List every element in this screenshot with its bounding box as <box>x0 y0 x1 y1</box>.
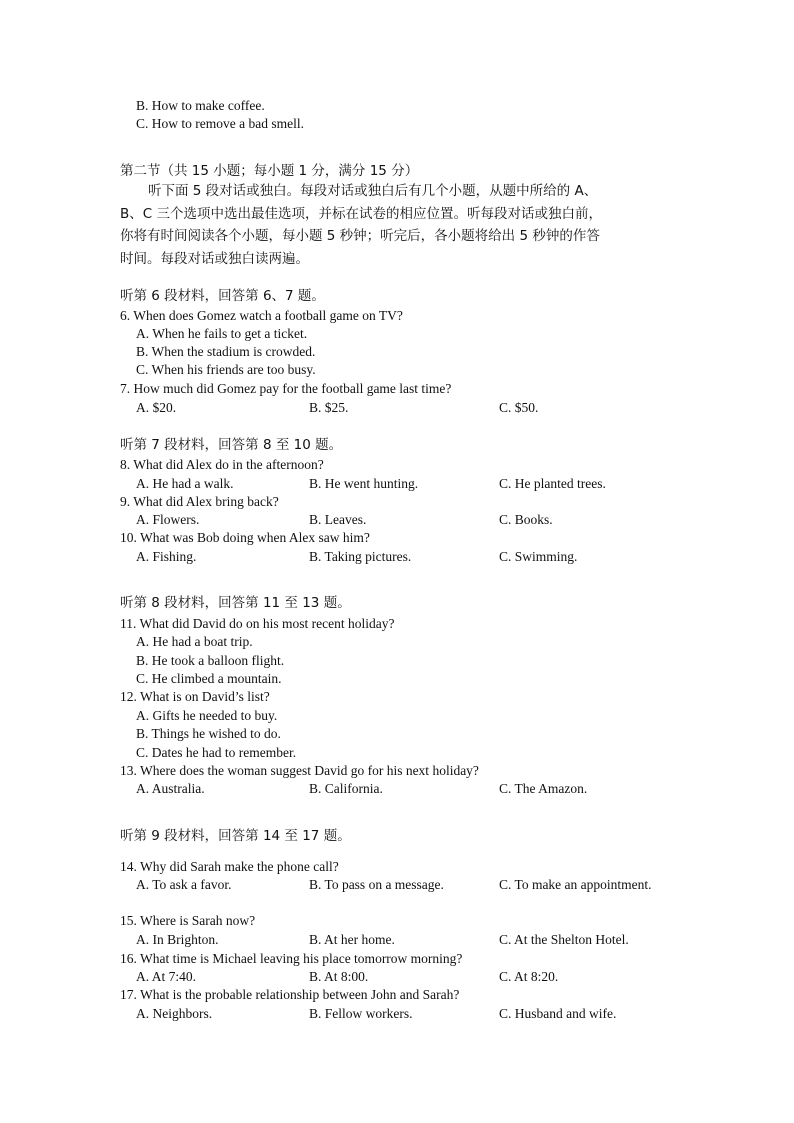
question: 12. What is on David’s list? <box>120 689 270 704</box>
option-a: A. He had a walk. <box>136 476 234 491</box>
option-a: A. Australia. <box>136 781 205 796</box>
option-a: A. He had a boat trip. <box>136 634 253 649</box>
option-c: C. He planted trees. <box>499 476 606 491</box>
instruction-line: 你将有时间阅读各个小题，每小题 5 秒钟；听完后，各小题将给出 5 秒钟的作答 <box>120 228 600 244</box>
option-c: C. He climbed a mountain. <box>136 671 282 686</box>
option-c: C. When his friends are too busy. <box>136 362 316 377</box>
option-b: B. How to make coffee. <box>136 98 265 113</box>
option-b: B. Taking pictures. <box>309 549 412 564</box>
option-b: B. California. <box>309 781 383 796</box>
instruction-line: 时间。每段对话或独白读两遍。 <box>120 250 309 267</box>
option-b: B. Things he wished to do. <box>136 726 281 741</box>
material-header: 听第 9 段材料，回答第 14 至 17 题。 <box>120 828 351 844</box>
option-c: C. The Amazon. <box>499 781 588 796</box>
option-b: B. To pass on a message. <box>309 877 444 892</box>
option-b: B. When the stadium is crowded. <box>136 344 316 359</box>
instruction-line: B、C 三个选项中选出最佳选项，并标在试卷的相应位置。听每段对话或独白前， <box>120 205 602 222</box>
option-a: A. $20. <box>136 400 177 415</box>
question: 11. What did David do on his most recent holiday? <box>120 616 395 631</box>
option-c: C. Husband and wife. <box>499 1006 617 1021</box>
option-a: A. Neighbors. <box>136 1006 213 1021</box>
option-a: A. Fishing. <box>136 549 197 564</box>
question: 6. When does Gomez watch a football game on TV? <box>120 308 403 323</box>
section-heading: 第二节（共 15 小题；每小题 1 分，满分 15 分） <box>120 163 419 179</box>
option-b: B. Fellow workers. <box>309 1006 413 1021</box>
option-c: C. At the Shelton Hotel. <box>499 932 629 947</box>
material-header: 听第 8 段材料，回答第 11 至 13 题。 <box>120 595 351 611</box>
section-instructions <box>120 180 680 270</box>
instruction-line: 听下面 5 段对话或独白。每段对话或独白后有几个小题，从题中所给的 A、 <box>148 183 598 199</box>
option-b: B. At 8:00. <box>309 969 369 984</box>
option-b: B. He went hunting. <box>309 476 419 491</box>
question: 13. Where does the woman suggest David go for his next holiday? <box>120 763 479 778</box>
option-a: A. At 7:40. <box>136 969 197 984</box>
option-b: B. Leaves. <box>309 512 367 527</box>
option-a: A. When he fails to get a ticket. <box>136 326 308 341</box>
option-c: C. At 8:20. <box>499 969 559 984</box>
option-b: B. At her home. <box>309 932 395 947</box>
question: 10. What was Bob doing when Alex saw him? <box>120 530 370 545</box>
question: 15. Where is Sarah now? <box>120 913 256 928</box>
option-c: C. How to remove a bad smell. <box>136 116 304 131</box>
question: 17. What is the probable relationship between John and Sarah? <box>120 987 460 1002</box>
option-a: A. Gifts he needed to buy. <box>136 708 278 723</box>
question: 9. What did Alex bring back? <box>120 494 279 509</box>
material-header: 听第 6 段材料，回答第 6、7 题。 <box>120 288 325 304</box>
option-a: A. To ask a favor. <box>136 877 232 892</box>
option-a: A. Flowers. <box>136 512 200 527</box>
question: 8. What did Alex do in the afternoon? <box>120 457 324 472</box>
option-c: C. $50. <box>499 400 539 415</box>
option-c: C. Books. <box>499 512 553 527</box>
question: 7. How much did Gomez pay for the football game last time? <box>120 381 452 396</box>
option-b: B. $25. <box>309 400 349 415</box>
option-c: C. To make an appointment. <box>499 877 652 892</box>
option-b: B. He took a balloon flight. <box>136 653 285 668</box>
question: 16. What time is Michael leaving his place tomorrow morning? <box>120 951 463 966</box>
option-c: C. Dates he had to remember. <box>136 745 297 760</box>
option-c: C. Swimming. <box>499 549 578 564</box>
material-header: 听第 7 段材料，回答第 8 至 10 题。 <box>120 437 343 453</box>
option-a: A. In Brighton. <box>136 932 219 947</box>
question: 14. Why did Sarah make the phone call? <box>120 859 339 874</box>
